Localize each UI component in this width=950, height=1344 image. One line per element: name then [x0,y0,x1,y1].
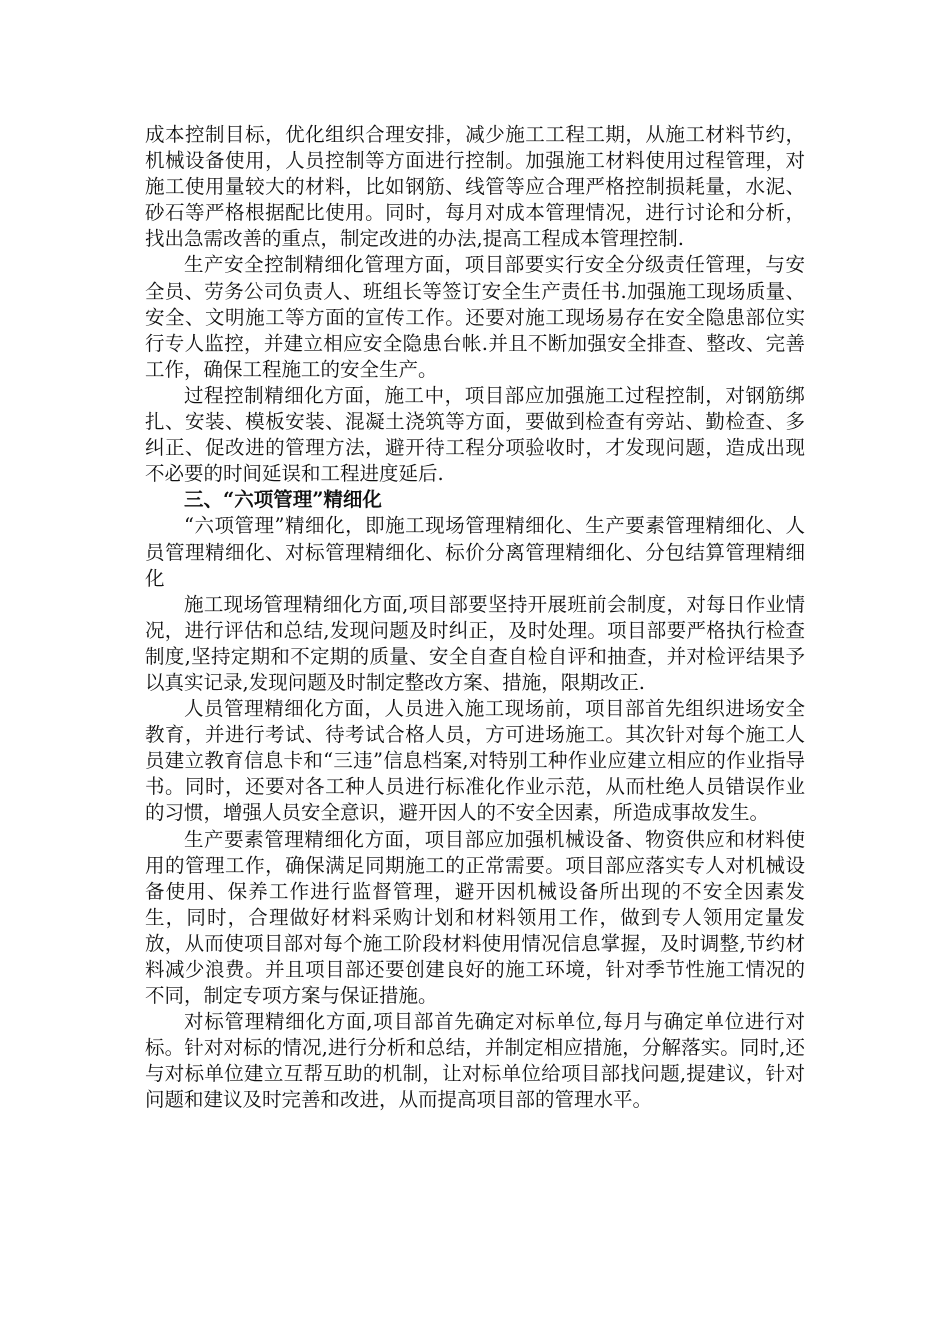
document-body [145,122,805,1114]
paragraph-cost-control: 成本控制目标，优化组织合理安排，减少施工工程工期，从施工材料节约，机械设备使用，人员控制等方面进行控制。加强施工材料使用过程管理，对施工使用量较大的材料，比如钢筋、线管等应合理严格控制损耗量，水泥、砂石等严格根据配比使用。同时，每月对成本管理情况，进行讨论和分析，找出急需改善的重点，制定改进的办法,提高工程成本管理控制. [145,123,805,251]
paragraph-safety-control: 生产安全控制精细化管理方面，项目部要实行安全分级责任管理，与安全员、劳务公司负责人、班组长等签订安全生产责任书.加强施工现场质量、安全、文明施工等方面的宣传工作。还要对施工现场易存在安全隐患部位实行专人监控，并建立相应安全隐患台帐.并且不断加强安全排查、整改、完善工作，确保工程施工的安全生产。 [145,253,805,381]
paragraph-six-management-intro: “六项管理”精细化，即施工现场管理精细化、生产要素管理精细化、人员管理精细化、对标管理精细化、标价分离管理精细化、分包结算管理精细化 [145,514,805,590]
section-heading: 三、“六项管理”精细化 [184,488,382,512]
paragraph-production-factors: 生产要素管理精细化方面，项目部应加强机械设备、物资供应和材料使用的管理工作，确保满足同期施工的正常需要。项目部应落实专人对机械设备使用、保养工作进行监督管理，避开因机械设备所出现的不安全因素发生，同时，合理做好材料采购计划和材料领用工作，做到专人领用定量发放，从而使项目部对每个施工阶段材料使用情况信息掌握，及时调整,节约材料减少浪费。并且项目部还要创建良好的施工环境，针对季节性施工情况的不同，制定专项方案与保证措施。 [145,827,805,1008]
paragraph-personnel-management: 人员管理精细化方面，人员进入施工现场前，项目部首先组织进场安全教育，并进行考试、待考试合格人员，方可进场施工。其次针对每个施工人员建立教育信息卡和“三违”信息档案,对特别工种作业应建立相应的作业指导书。同时，还要对各工种人员进行标准化作业示范，从而杜绝人员错误作业的习惯，增强人员安全意识，避开因人的不安全因素，所造成事故发生。 [145,697,805,825]
paragraph-benchmark-management: 对标管理精细化方面,项目部首先确定对标单位,每月与确定单位进行对标。针对对标的情况,进行分析和总结，并制定相应措施，分解落实。同时,还与对标单位建立互帮互助的机制，让对标单位给项目部找问题,提建议，针对问题和建议及时完善和改进，从而提高项目部的管理水平。 [145,1010,805,1112]
paragraph-process-control: 过程控制精细化方面，施工中，项目部应加强施工过程控制，对钢筋绑扎、安装、模板安装、混凝土浇筑等方面，要做到检查有旁站、勤检查、多纠正、促改进的管理方法，避开待工程分项验收时，才发现问题，造成出现不必要的时间延误和工程进度延后. [145,383,805,486]
paragraph-site-management: 施工现场管理精细化方面,项目部要坚持开展班前会制度，对每日作业情况，进行评估和总结,发现问题及时纠正，及时处理。项目部要严格执行检查制度,坚持定期和不定期的质量、安全自查自检自评和抽查，并对检评结果予以真实记录,发现问题及时制定整改方案、措施，限期改正. [145,592,805,694]
